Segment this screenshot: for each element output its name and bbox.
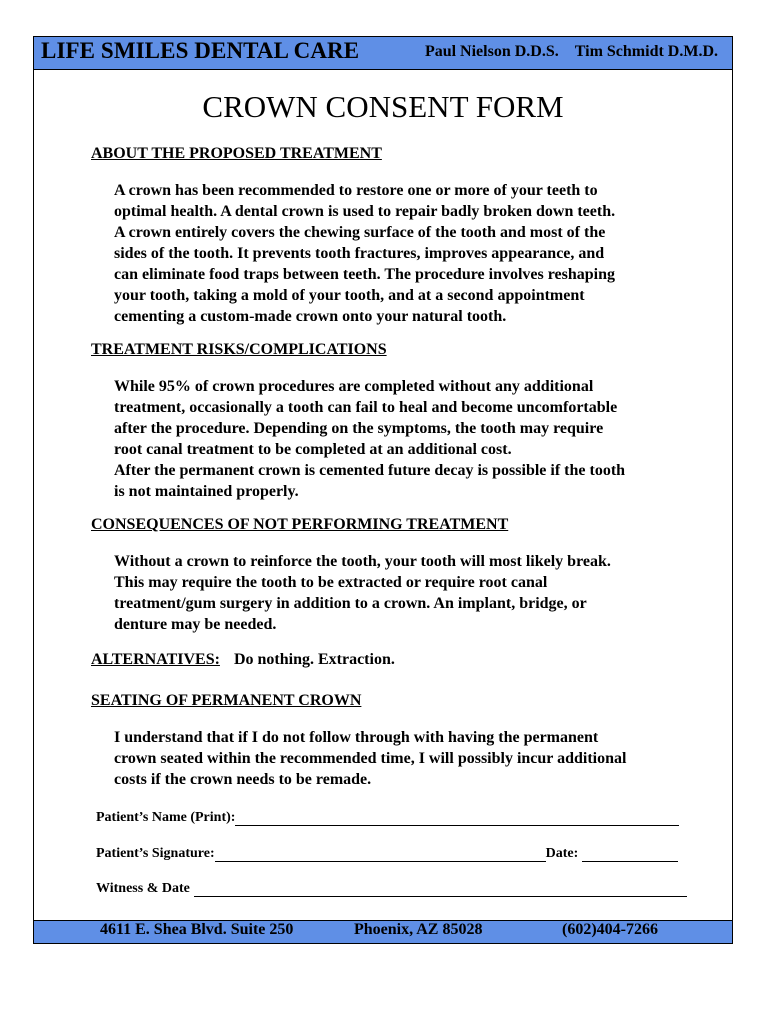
section-text-seating bbox=[114, 727, 714, 790]
text-line: optimal health. A dental crown is used to repair badly broken down teeth. bbox=[114, 203, 616, 220]
doctor-list bbox=[425, 43, 718, 61]
text-line: While 95% of crown procedures are completed without any additional bbox=[114, 378, 594, 395]
header-bar bbox=[34, 37, 732, 70]
doctor-name: Tim Schmidt D.M.D. bbox=[574, 43, 718, 60]
footer-phone: (602)404-7266 bbox=[562, 921, 658, 938]
text-line: denture may be needed. bbox=[114, 616, 277, 633]
patient-signature-input-line[interactable] bbox=[215, 847, 546, 862]
text-line: after the procedure. Depending on the symptoms, the tooth may require bbox=[114, 420, 604, 437]
text-line: is not maintained properly. bbox=[114, 483, 299, 500]
date-input-line[interactable] bbox=[582, 847, 678, 862]
witness-field bbox=[96, 881, 687, 897]
section-text-consequences bbox=[114, 551, 714, 635]
patient-name-label: Patient’s Name (Print): bbox=[96, 810, 236, 825]
text-line: Without a crown to reinforce the tooth, your tooth will most likely break. bbox=[114, 553, 611, 570]
alternatives-row bbox=[91, 651, 395, 669]
witness-input-line[interactable] bbox=[194, 882, 687, 897]
section-heading-risks: TREATMENT RISKS/COMPLICATIONS bbox=[91, 341, 387, 358]
text-line: cementing a custom-made crown onto your natural tooth. bbox=[114, 308, 507, 325]
text-line: can eliminate food traps between teeth. The procedure involves reshaping bbox=[114, 266, 616, 283]
form-title: CROWN CONSENT FORM bbox=[202, 89, 564, 124]
footer-city: Phoenix, AZ 85028 bbox=[354, 921, 483, 938]
consent-form bbox=[33, 36, 733, 944]
footer-address: 4611 E. Shea Blvd. Suite 250 bbox=[100, 921, 294, 938]
text-line: I understand that if I do not follow through with having the permanent bbox=[114, 729, 599, 746]
section-heading-about: ABOUT THE PROPOSED TREATMENT bbox=[91, 145, 382, 162]
text-line: crown seated within the recommended time, I will possibly incur additional bbox=[114, 750, 627, 767]
doctor-name: Paul Nielson D.D.S. bbox=[424, 43, 559, 60]
text-line: sides of the tooth. It prevents tooth fractures, improves appearance, and bbox=[114, 245, 605, 262]
clinic-name: LIFE SMILES DENTAL CARE bbox=[41, 38, 360, 63]
patient-signature-field bbox=[96, 846, 678, 862]
text-line: your tooth, taking a mold of your tooth, and at a second appointment bbox=[114, 287, 585, 304]
footer-bar bbox=[34, 920, 732, 943]
section-text-about bbox=[114, 180, 714, 327]
section-text-risks bbox=[114, 376, 714, 502]
text-line: This may require the tooth to be extracted or require root canal bbox=[114, 574, 548, 591]
patient-name-field bbox=[96, 810, 679, 826]
text-line: A crown has been recommended to restore one or more of your teeth to bbox=[114, 182, 598, 199]
text-line: treatment/gum surgery in addition to a crown. An implant, bridge, or bbox=[114, 595, 587, 612]
patient-name-input-line[interactable] bbox=[235, 811, 679, 826]
text-line: treatment, occasionally a tooth can fail to heal and become uncomfortable bbox=[114, 399, 618, 416]
section-heading-seating: SEATING OF PERMANENT CROWN bbox=[91, 692, 362, 709]
patient-signature-label: Patient’s Signature: bbox=[96, 846, 215, 861]
text-line: root canal treatment to be completed at an additional cost. bbox=[114, 441, 512, 458]
alternatives-label: ALTERNATIVES: bbox=[91, 651, 220, 668]
witness-label: Witness & Date bbox=[96, 881, 190, 896]
text-line: After the permanent crown is cemented future decay is possible if the tooth bbox=[114, 462, 626, 479]
text-line: costs if the crown needs to be remade. bbox=[114, 771, 372, 788]
alternatives-value: Do nothing. Extraction. bbox=[233, 651, 395, 668]
date-label: Date: bbox=[545, 846, 579, 861]
section-heading-consequences: CONSEQUENCES OF NOT PERFORMING TREATMENT bbox=[91, 516, 509, 533]
text-line: A crown entirely covers the chewing surface of the tooth and most of the bbox=[114, 224, 606, 241]
